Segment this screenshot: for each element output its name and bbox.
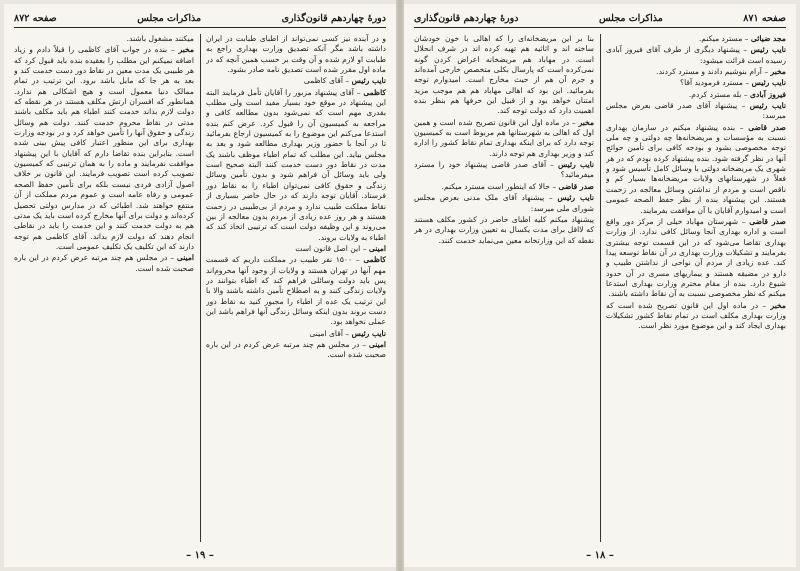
speech-text: شهرستان مهاباد خیلی از مرکز دور واقع است و اداره بهداری آنجا وسائل کافی ندارد. از وزارت بهداری تقاضا می‌شود که در این قسمت توجه بیشتری بفرمایند و تشکیلات وزارت بهداری در آن نقاط توسعه پیدا کند. عده زیادی از مردم آن نواحی از نداشتن طبیب و دارو در مضیقه هستند و بیماریهای مسری در آن حدود شیوع دارد. بنده از مقام محترم وزارت بهداری استدعا میکنم که نظر مخصوصی نسبت به آن نقاط داشته باشند. bbox=[606, 216, 786, 299]
session-title: دورهٔ چهاردهم قانون‌گذاری bbox=[281, 12, 386, 24]
transcript-paragraph bbox=[206, 76, 386, 86]
transcript-paragraph bbox=[206, 329, 386, 339]
document-title: مذاکرات مجلس bbox=[598, 12, 663, 24]
speech-text: پیشنهاد آقای صدر قاضی بعرض مجلس میرسد: bbox=[606, 101, 786, 121]
speaker-separator: – bbox=[360, 243, 369, 253]
transcript-paragraph bbox=[606, 123, 786, 216]
transcript-paragraph bbox=[606, 45, 786, 66]
transcript-paragraph bbox=[206, 255, 386, 327]
transcript-paragraph bbox=[606, 78, 786, 88]
speech-text: پیشنهاد میکنم کلیه اطبای حاضر در کشور مکلف هستند که لااقل برای مدت یکسال به تعیین وزارت بهداری در هر نقطه که این وزارتخانه معین می‌نماید خدمت کنند. bbox=[414, 214, 594, 245]
speaker-name: نایب رئیس bbox=[750, 45, 786, 55]
speaker-separator: – bbox=[741, 89, 751, 99]
page-header bbox=[14, 10, 386, 26]
header-rule bbox=[14, 27, 386, 28]
speaker-name: فیروز آبادی bbox=[750, 89, 786, 99]
speech-text: و در آینده نیز کسی نمی‌تواند از اطبای طبابت در ایران داشته باشد مگر آنکه تصدیق وزارت بهداری راجع به طبابت او لازم شده و آن وقت بر حسب همین آنچه که در ماده اول مقرر شده است تصدیق نامه صادر بشود. bbox=[206, 34, 386, 75]
speech-text: در مجلس هم چند مرتبه عرض کردم در این باره صحبت شده است. bbox=[14, 253, 194, 273]
transcript-paragraph bbox=[206, 88, 386, 243]
speaker-separator: – bbox=[761, 67, 771, 77]
speech-text: آقای کاظمی bbox=[303, 76, 343, 86]
session-title: دورهٔ چهاردهم قانون‌گذاری bbox=[414, 12, 519, 24]
speech-text: آقای صدر قاضی پیشنهاد خود را مسترد میفرمائید؟ bbox=[414, 160, 594, 180]
transcript-paragraph bbox=[414, 118, 594, 159]
speaker-name: مجد ضیائی bbox=[750, 34, 786, 43]
speaker-separator: – bbox=[569, 117, 579, 127]
page-number-label: صفحه ۸۷۱ bbox=[743, 12, 786, 24]
speech-text: بنده پیشنهاد میکنم در سازمان بهداری نسبت به مؤسسات و مریضخانه‌ها چه دولتی و چه ملی توجه مخصوصی بشود و بودجه کافی برای تأمین حوائج آنها در نظر گرفته شود. بنده پیشنهاد کرده بودم که در هر شهری یک مریضخانه دولتی با وسائل کامل تأسیس شود و فعلاً در شهرستانهای ولایات مریضخانه‌ها بسیار کم و ناقص است و مردم از نداشتن وسائل معالجه در زحمت هستند. این پیشنهاد بنده از نظر حفظ الصحه عمومی است و امیدوارم آقایان با آن موافقت بفرمایند. bbox=[606, 122, 786, 215]
page-footer-number: – ۱۹ – bbox=[186, 550, 214, 561]
speaker-name: امینی bbox=[368, 243, 386, 253]
speaker-name: کاظمی bbox=[363, 87, 386, 97]
header-rule bbox=[414, 27, 786, 28]
speaker-separator: – bbox=[342, 76, 352, 86]
speaker-separator: – bbox=[167, 45, 179, 55]
transcript-paragraph bbox=[414, 182, 594, 192]
speech-text: آقای پیشنهاد مزبور را آقایان تأمل فرمایند البته این پیشنهاد در موقع خود بسیار مفید است ولی مطلب بقدری مهم است که نمی‌شود بدون مطالعه کافی و مراجعه به کمیسیون آن را قبول کرد. عرض کنم بنده استدعا می‌کنم این موضوع را به کمیسیون ارجاع بفرمائید تا در آنجا با حضور وزیر بهداری مطالعه شود و بعد به مجلس بیاید. این مطلب که تمام اطباء موظف باشند یک مدت در نقاط دور دست خدمت کنند البته صحیح است ولی باید وسائل آن فراهم شود و بدون تأمین وسائل زندگی و حقوق کافی نمی‌توان اطباء را به نقاط دور فرستاد. آقایان توجه دارند که در حال حاضر بسیاری از نقاط مملکت طبیب ندارد و مردم از بی‌طبیبی در زحمت هستند و هر روز عده زیادی از مردم بدون معالجه از بین می‌روند و این وظیفه دولت است که ترتیبی اتخاذ کند که اطباء به ولایات بروند. bbox=[206, 87, 386, 242]
speech-text: بنده در جواب آقای کاظمی را قبلاً دادم و زیاد اضافه نمیکنم این مطلب را بعقیده بنده باید قبول کرد که هر طبیبی یک مدت معین در نقاط دور دست خدمت کند و بعد به هر جا که مایل باشد برود. این ترتیب در تمام ممالک دنیا معمول است و هیچ اشکالی هم ندارد. همانطور که افسران ارتش مکلف هستند در هر نقطه که دولت لازم بداند خدمت کنند اطباء هم باید مکلف باشند مدتی در نقاط محروم خدمت کنند. دولت هم وسائل زندگی و حقوق آنها را تأمین خواهد کرد و در بودجه وزارت بهداری برای این منظور اعتبار کافی پیش بینی شده است. بنابراین بنده تقاضا دارم که آقایان با این پیشنهاد موافقت نفرمایند و ماده را به همان ترتیبی که کمیسیون تصویب کرده است تصویب فرمایند. این قانون بر خلاف اصول آزادی فردی نیست بلکه برای تأمین حفظ الصحه عمومی و رفاه عامه است و عموم مردم مملکت از آن منتفع خواهند شد. اطبائی که در مدارس دولتی تحصیل کرده‌اند و دولت برای آنها مخارج کرده است باید یک مدتی هم به دولت خدمت کنند و این خدمت را باید در نقاطی انجام دهند که دولت لازم بداند. آقای کاظمی هم توجه دارند که این تکلیف یک تکلیف عمومی است. bbox=[14, 45, 194, 251]
transcript-paragraph bbox=[14, 253, 194, 274]
speech-text: این اصل قانون است bbox=[295, 243, 361, 253]
transcript-paragraph bbox=[606, 90, 786, 100]
speaker-name: مخبر bbox=[770, 300, 786, 310]
transcript-paragraph bbox=[606, 217, 786, 300]
speech-text: پیشنهاد دیگری از طرف آقای فیروز آبادی رسیده است قرائت میشود: bbox=[606, 45, 786, 65]
transcript-paragraph bbox=[206, 244, 386, 254]
speech-text: مسترد فرمودید آقا؟ bbox=[680, 78, 743, 88]
speaker-separator: – bbox=[742, 78, 752, 88]
speaker-separator: – bbox=[544, 193, 558, 203]
speaker-name: امینی bbox=[368, 339, 386, 349]
right-page bbox=[404, 4, 796, 567]
document-title: مذاکرات مجلس bbox=[137, 12, 202, 24]
speech-text: ۱۵۰۰ نفر طبیب در مملکت داریم که قسمت مهم آنها در تهران هستند و ولایات از وجود آنها محروم‌اند پس باید دولت وسائلی فراهم کند که اطباء بتوانند در ولایات زندگی کنند و به اصطلاح تأمین داشته باشند والا با این ترتیب یک عده از اطباء را مجبور کنید به نقاط دور دست بروند بدون اینکه وسائل زندگی آنها فراهم باشد این عملی نخواهد بود. bbox=[206, 255, 386, 327]
transcript-paragraph bbox=[414, 193, 594, 214]
speech-text: بله مسترد کردم. bbox=[688, 89, 742, 99]
speaker-name: نایب رئیس bbox=[351, 328, 386, 338]
left-page bbox=[4, 4, 396, 567]
speaker-separator: – bbox=[737, 101, 750, 111]
transcript-paragraph bbox=[14, 34, 194, 44]
speaker-separator: – bbox=[546, 160, 558, 170]
speaker-separator: – bbox=[352, 255, 364, 265]
speaker-name: مخبر bbox=[178, 45, 194, 55]
text-column-left bbox=[414, 34, 594, 544]
text-column-left bbox=[14, 34, 194, 544]
transcript-paragraph bbox=[414, 160, 594, 181]
speaker-name: صدر قاضی bbox=[748, 122, 786, 132]
speaker-name: نایب رئیس bbox=[558, 160, 594, 170]
speaker-separator: – bbox=[738, 216, 750, 226]
speaker-name: نایب رئیس bbox=[751, 78, 786, 88]
transcript-paragraph bbox=[206, 34, 386, 75]
transcript-paragraph bbox=[14, 45, 194, 252]
transcript-paragraph bbox=[606, 67, 786, 77]
speaker-name: صدر قاضی bbox=[749, 216, 786, 226]
speaker-name: نایب رئیس bbox=[557, 193, 594, 203]
page-number-label: صفحه ۸۷۲ bbox=[14, 12, 57, 24]
speech-text: آرام بنوشیم دادند و مسترد کردند. bbox=[656, 67, 762, 77]
transcript-paragraph bbox=[606, 34, 786, 44]
speaker-name: صدر قاضی bbox=[558, 181, 594, 191]
column-divider bbox=[600, 34, 601, 542]
speaker-separator: – bbox=[735, 122, 749, 132]
transcript-paragraph bbox=[414, 34, 594, 117]
transcript-paragraph bbox=[606, 101, 786, 122]
speaker-separator: – bbox=[758, 300, 771, 310]
speaker-name: مخبر bbox=[770, 67, 786, 77]
speech-text: در مجلس هم چند مرتبه عرض کردم در این باره صحبت شده است. bbox=[206, 339, 386, 360]
page-header bbox=[414, 10, 786, 26]
speech-text: مسترد میکنم. bbox=[698, 34, 743, 43]
text-column-right bbox=[206, 34, 386, 544]
speech-text: میکنند مشغول باشند. bbox=[126, 34, 194, 43]
page-footer-number: – ۱۸ – bbox=[586, 550, 614, 561]
speaker-name: مخبر bbox=[578, 117, 594, 127]
transcript-paragraph bbox=[206, 340, 386, 361]
speaker-name: امینی bbox=[176, 253, 194, 263]
column-divider bbox=[200, 34, 201, 542]
speech-text: حالا که اینطور است مسترد میکنم. bbox=[441, 181, 550, 191]
speaker-separator: – bbox=[742, 34, 751, 43]
speaker-name: نایب رئیس bbox=[749, 101, 786, 111]
speaker-separator: – bbox=[549, 181, 559, 191]
speech-text: در ماده اول این قانون تصریح شده است که وزارت بهداری مکلف است در تمام نقاط کشور تشکیلات بهداری ایجاد کند و این موضوع مورد نظر است. bbox=[606, 300, 786, 331]
speech-text: در ماده اول این قانون تصریح شده است و همین اول که اهالی به شهرستانها هم مربوط است به کمیسیون توجه دارد که برای اینکه بهداری تمام نقاط کشور را اداره کند و وزیر بهداری هم توجه دارند. bbox=[414, 117, 594, 158]
speaker-separator: – bbox=[342, 328, 352, 338]
speaker-separator: – bbox=[167, 253, 177, 263]
speaker-name: نایب رئیس bbox=[351, 76, 386, 86]
speech-text: آقای امینی bbox=[309, 328, 343, 338]
text-column-right bbox=[606, 34, 786, 544]
transcript-paragraph bbox=[414, 215, 594, 246]
transcript-paragraph bbox=[606, 301, 786, 332]
speaker-separator: – bbox=[740, 45, 751, 55]
speaker-separator: – bbox=[353, 87, 364, 97]
speaker-name: کاظمی bbox=[363, 255, 386, 265]
speech-text: پیشنهاد آقای ملک مدنی بعرض مجلس شورای ملی میرسد: bbox=[414, 193, 594, 213]
book-gutter bbox=[396, 0, 404, 571]
speaker-separator: – bbox=[359, 339, 369, 349]
speech-text: بنا بر این مریضخانه‌ای را که اهالی با خون خودشان ساخته اند و اثاثیه هم تهیه کرده اند در شرف انحلال است. در مهاباد هم مریضخانه اعراض کردن گونه نمی‌کرده است که پارسال بکلی متخصص خارجی آمده‌اند و جرم آن هم از حیث مخارج است. امیدوارم توجه بفرمائید. این بود که اهالی مهاباد هم هم موجب مزید امتنان خواهد بود و از قبیل این حرفها هم بنظر بنده اهمیت دارد که دولت توجه کند. bbox=[414, 34, 594, 116]
